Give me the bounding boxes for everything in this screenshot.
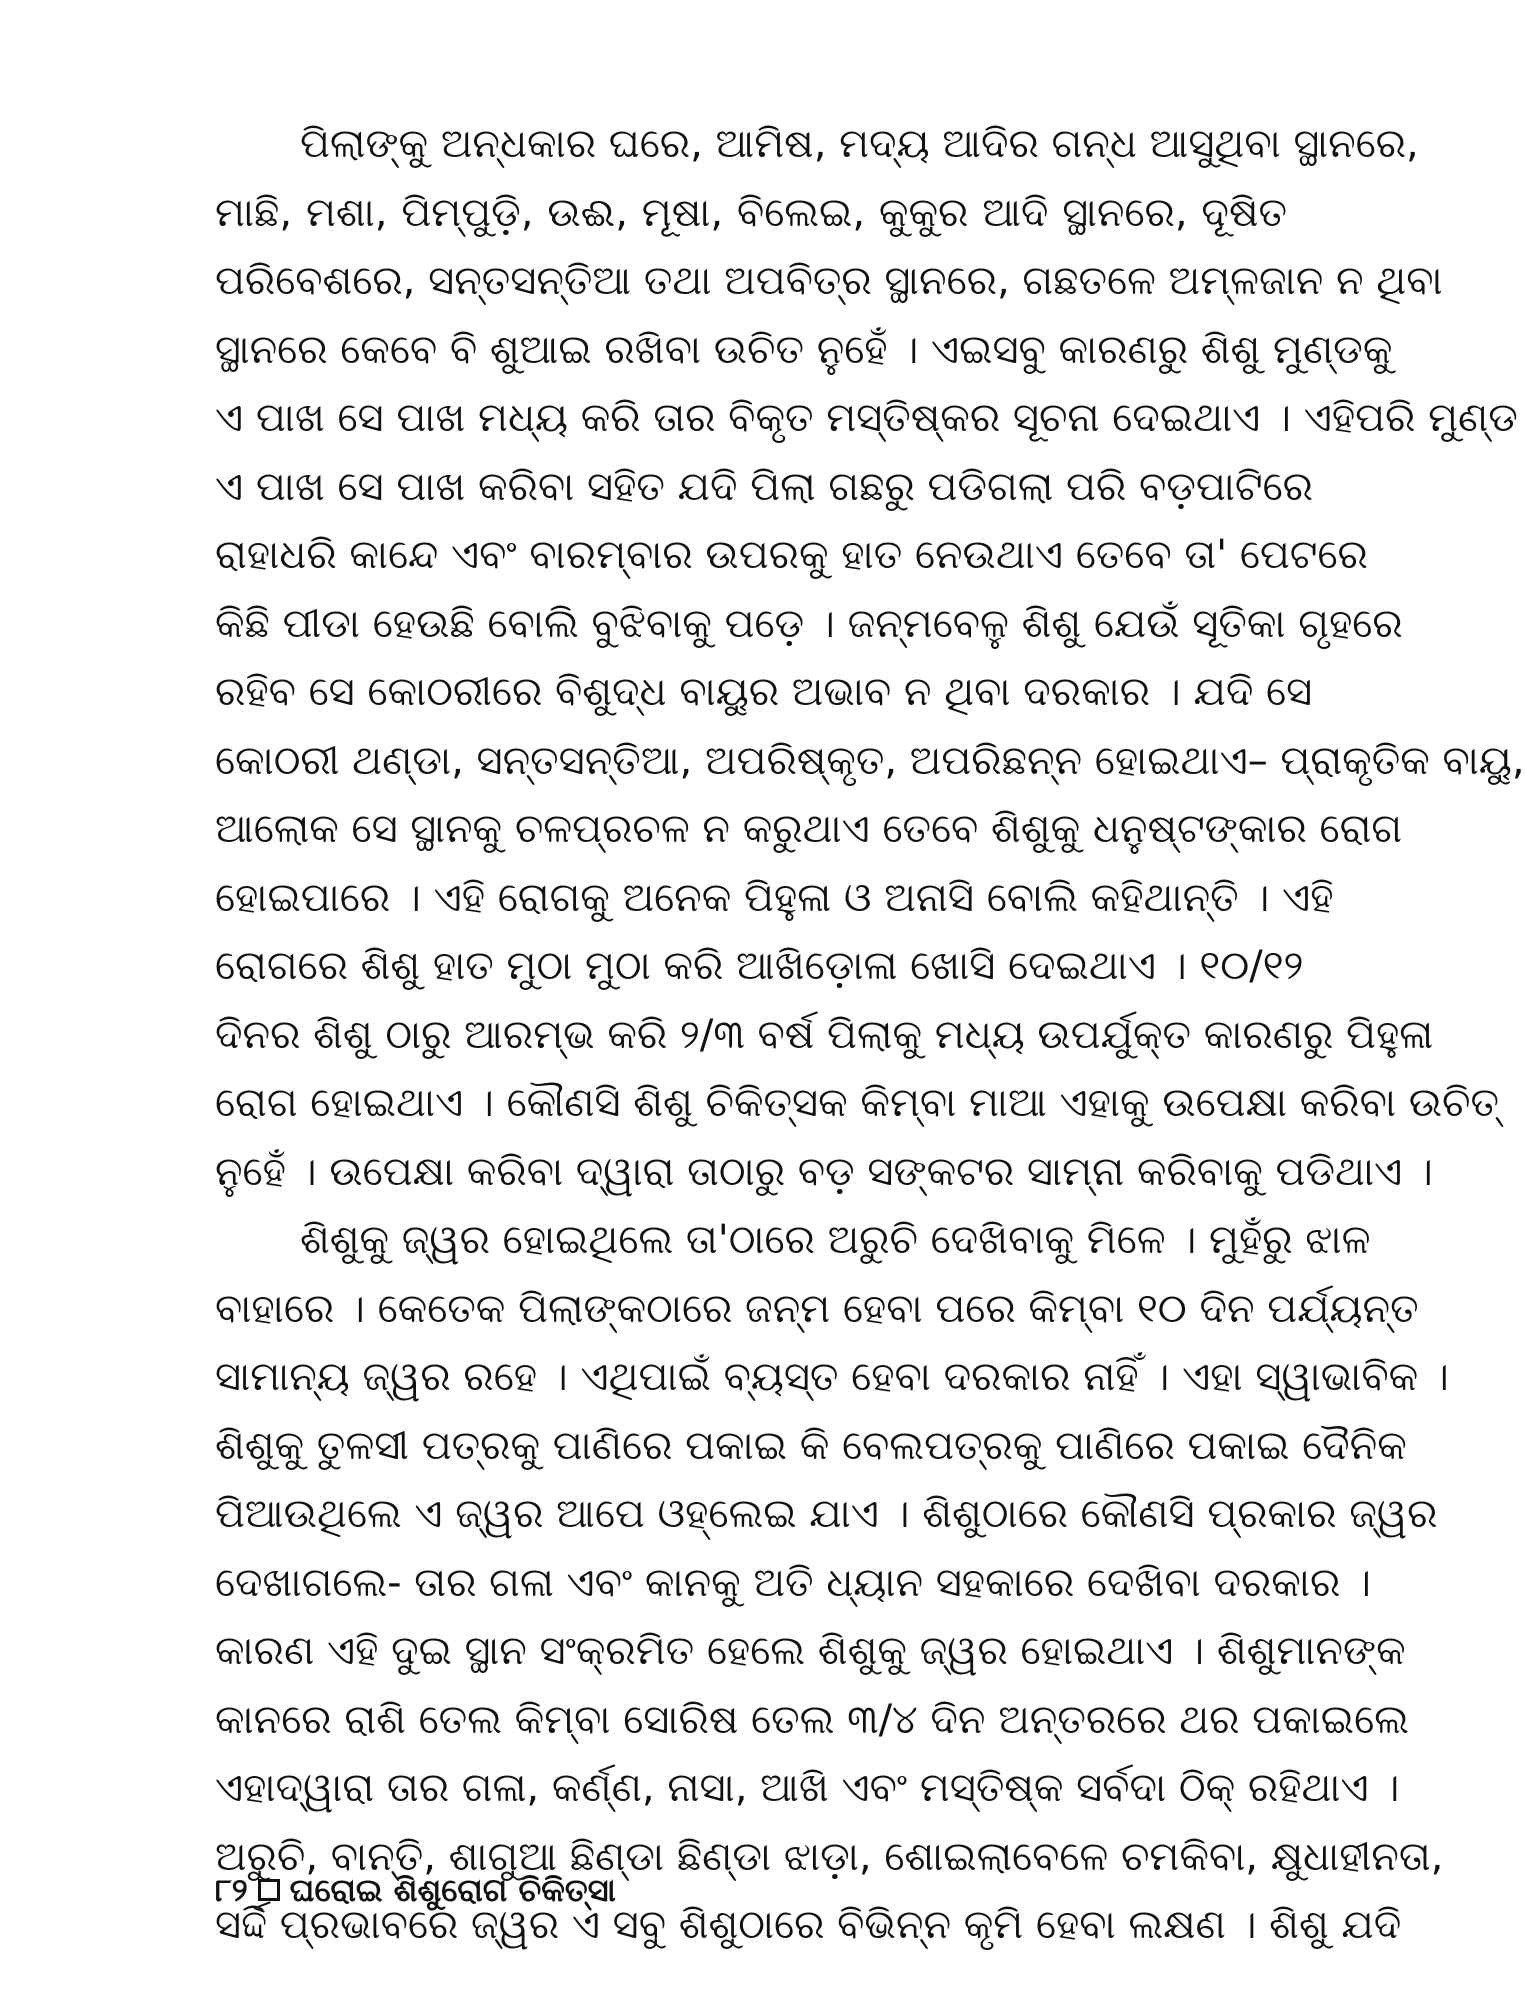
text-line: ଶିଶୁକୁ ତୁଳସୀ ପତ୍ରକୁ ପାଣିରେ ପକାଇ କି ବେଲପତ୍ରକୁ ପାଣିରେ ପକାଇ ଦୈନିକ xyxy=(215,1422,1407,1469)
text-line: ପିଆଉଥିଲେ ଏ ଜ୍ୱର ଆପେ ଓହ୍ଲେଇ ଯାଏ । ଶିଶୁଠାରେ କୌଣସି ପ୍ରକାର ଜ୍ୱର xyxy=(215,1491,1438,1537)
page-footer xyxy=(215,1868,616,1912)
text-line: କାରଣ ଏହି ଦୁଇ ସ୍ଥାନ ସଂକ୍ରମିତ ହେଲେ ଶିଶୁକୁ ଜ୍ୱର ହୋଇଥାଏ । ଶିଶୁମାନଙ୍କ xyxy=(215,1628,1406,1674)
text-line: ଏହାଦ୍ୱାରା ତାର ଗଳା, କର୍ଣ୍ଣ, ନାସା, ଆଖି ଏବଂ ମସ୍ତିଷ୍କ ସର୍ବଦା ଠିକ୍ ରହିଥାଏ । xyxy=(215,1765,1400,1811)
text-line: ସ୍ଥାନରେ କେବେ ବି ଶୁଆଇ ରଖିବା ଉଚିତ ନୁହେଁ । ଏଇସବୁ କାରଣରୁ ଶିଶୁ ମୁଣ୍ଡକୁ xyxy=(215,326,1393,373)
text-line: ମାଛି, ମଶା, ପିମ୍ପୁଡ଼ି, ଉଈ, ମୂଷା, ବିଲେଇ, କୁକୁର ଆଦି ସ୍ଥାନରେ, ଦୂଷିତ xyxy=(215,189,1287,236)
text-line: ସର୍ଦ୍ଦି ପ୍ରଭାବରେ ଜ୍ୱର ଏ ସବୁ ଶିଶୁଠାରେ ବିଭିନ୍ନ କୃମି ହେବା ଲକ୍ଷଣ । ଶିଶୁ ଯଦି xyxy=(215,1902,1402,1948)
text-line: ହୋଇପାରେ । ଏହି ରୋଗକୁ ଅନେକ ପିହୁଳା ଓ ଅନାସି ବୋଲି କହିଥାନ୍ତି । ଏହି xyxy=(215,874,1334,921)
body-text xyxy=(215,110,1525,1960)
text-line: ଶିଶୁକୁ ଜ୍ୱର ହୋଇଥିଲେ ତା'ଠାରେ ଅରୁଚି ଦେଖିବାକୁ ମିଳେ । ମୁହଁରୁ ଝାଳ xyxy=(300,1217,1371,1263)
text-line: ଆଲୋକ ସେ ସ୍ଥାନକୁ ଚଳପ୍ରଚଳ ନ କରୁଥାଏ ତେବେ ଶିଶୁକୁ ଧନୁଷ୍ଟଙ୍କାର ରୋଗ xyxy=(215,806,1403,852)
text-line: କୋଠରୀ ଥଣ୍ଡା, ସନ୍ତସନ୍ତିଆ, ଅପରିଷ୍କୃତ, ଅପରିଛନ୍ନ ହୋଇଥାଏ– ପ୍ରାକୃତିକ ବାୟୁ, xyxy=(215,737,1525,784)
text-line: ନୁହେଁ । ଉପେକ୍ଷା କରିବା ଦ୍ୱାରା ତାଠାରୁ ବଡ଼ ସଙ୍କଟର ସାମ୍ନା କରିବାକୁ ପଡିଥାଏ । xyxy=(215,1148,1433,1195)
text-line: କାନରେ ରାଶି ତେଲ କିମ୍ବା ସୋରିଷ ତେଲ ୩/୪ ଦିନ ଅନ୍ତରରେ ଥର ପକାଇଲେ xyxy=(215,1696,1409,1743)
text-line: ଏ ପାଖ ସେ ପାଖ ମଧ୍ୟ କରି ତାର ବିକୃତ ମସ୍ତିଷ୍କର ସୂଚନା ଦେଇଥାଏ । ଏହିପରି ମୁଣ୍ଡ xyxy=(215,395,1518,441)
text-line: ରହିବ ସେ କୋଠରୀରେ ବିଶୁଦ୍ଧ ବାୟୁର ଅଭାବ ନ ଥିବା ଦରକାର । ଯଦି ସେ xyxy=(215,669,1313,715)
square-icon xyxy=(258,1879,280,1901)
text-line: ବାହାରେ । କେତେକ ପିଲାଙ୍କଠାରେ ଜନ୍ମ ହେବା ପରେ କିମ୍ବା ୧୦ ଦିନ ପର୍ଯ୍ୟନ୍ତ xyxy=(215,1285,1419,1332)
text-line: ଦେଖାଗଲେ- ତାର ଗଳା ଏବଂ କାନକୁ ଅତି ଧ୍ୟାନ ସହକାରେ ଦେଖିବା ଦରକାର । xyxy=(215,1559,1372,1606)
book-title: ଘରୋଇ ଶିଶୁରୋଗ ଚିକିତ୍ସା xyxy=(289,1871,616,1909)
text-line: ଅରୁଚି, ବାନ୍ତି, ଶାଗୁଆ ଛିଣ୍ଡା ଛିଣ୍ଡା ଝାଡ଼ା, ଶୋଇଲାବେଳେ ଚମକିବା, କ୍ଷୁଧାହୀନତା, xyxy=(215,1833,1444,1880)
text-line: ସାମାନ୍ୟ ଜ୍ୱର ରହେ । ଏଥିପାଇଁ ବ୍ୟସ୍ତ ହେବା ଦରକାର ନାହିଁ । ଏହା ସ୍ୱାଭାବିକ । xyxy=(215,1354,1449,1400)
text-line: ଦିନର ଶିଶୁ ଠାରୁ ଆରମ୍ଭ କରି ୨/୩ ବର୍ଷ ପିଲାକୁ ମଧ୍ୟ ଉପର୍ଯୁକ୍ତ କାରଣରୁ ପିହୁଳା xyxy=(215,1011,1434,1058)
page-number: ୮୨ xyxy=(215,1871,248,1909)
text-line: ରାହାଧରି କାନ୍ଦେ ଏବଂ ବାରମ୍ବାର ଉପରକୁ ହାତ ନେଉଥାଏ ତେବେ ତା' ପେଟରେ xyxy=(215,532,1368,578)
text-line: ଏ ପାଖ ସେ ପାଖ କରିବା ସହିତ ଯଦି ପିଲା ଗଛରୁ ପଡିଗଲା ପରି ବଡ଼ପାଟିରେ xyxy=(215,463,1313,510)
text-line: ରୋଗରେ ଶିଶୁ ହାତ ମୁଠା ମୁଠା କରି ଆଖିଡ଼ୋଳା ଖୋସି ଦେଇଥାଏ । ୧୦/୧୨ xyxy=(215,943,1304,989)
text-line: ପରିବେଶରେ, ସନ୍ତସନ୍ତିଆ ତଥା ଅପବିତ୍ର ସ୍ଥାନରେ, ଗଛତଳେ ଅମ୍ଳଜାନ ନ ଥିବା xyxy=(215,258,1443,304)
text-line: ରୋଗ ହୋଇଥାଏ । କୌଣସି ଶିଶୁ ଚିକିତ୍ସକ କିମ୍ବା ମାଆ ଏହାକୁ ଉପେକ୍ଷା କରିବା ଉଚିତ୍ xyxy=(215,1080,1500,1126)
text-line: ପିଲାଙ୍କୁ ଅନ୍ଧକାର ଘରେ, ଆମିଷ, ମଦ୍ୟ ଆଦିର ଗନ୍ଧ ଆସୁଥିବା ସ୍ଥାନରେ, xyxy=(300,121,1419,167)
text-line: କିଛି ପୀଡା ହେଉଛି ବୋଲି ବୁଝିବାକୁ ପଡ଼େ । ଜନ୍ମବେଳୁ ଶିଶୁ ଯେଉଁ ସୂତିକା ଗୃହରେ xyxy=(215,600,1403,647)
